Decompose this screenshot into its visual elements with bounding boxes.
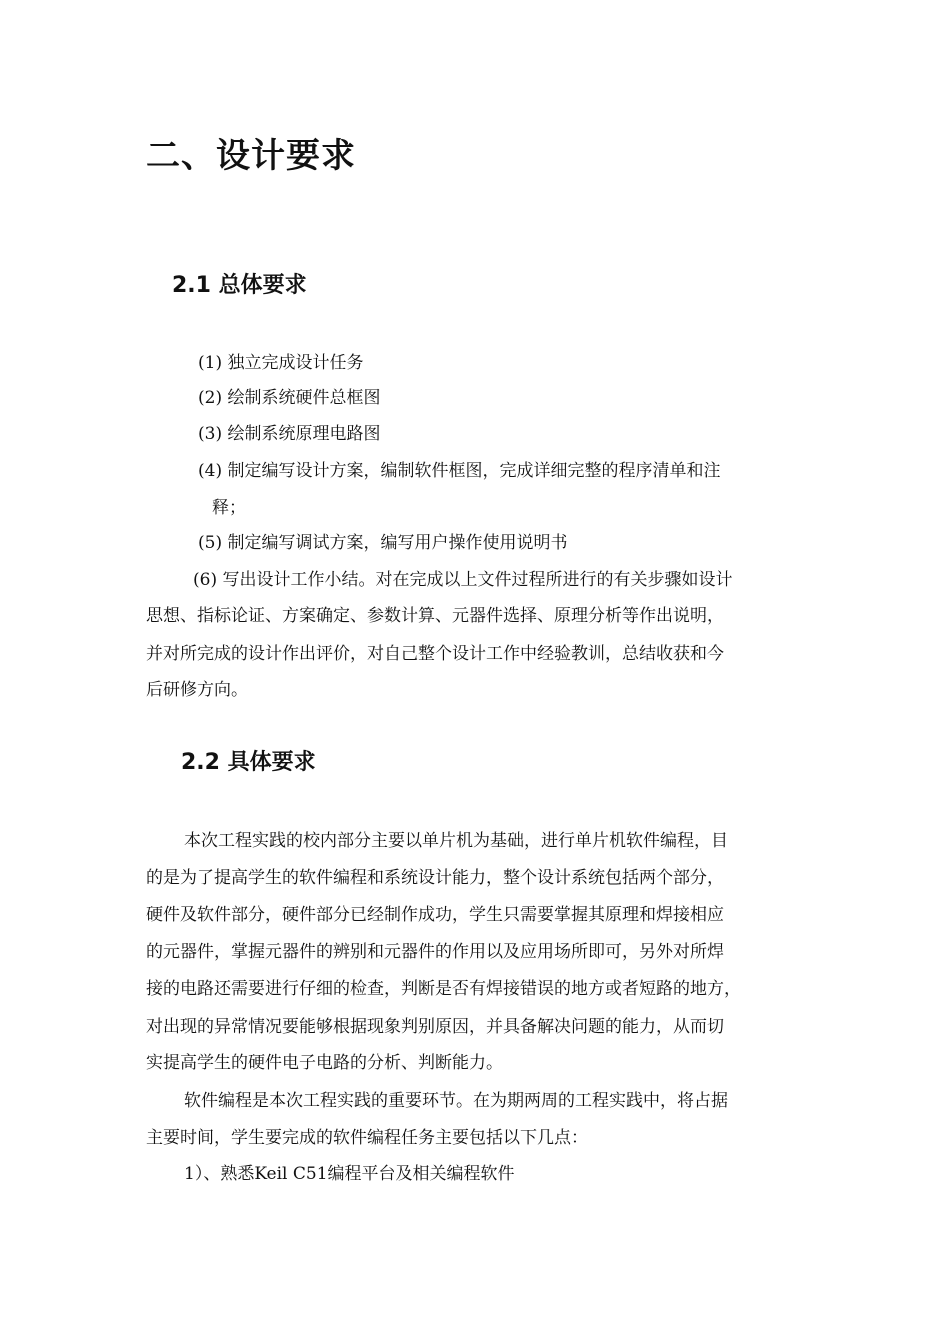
paragraph-line: 后研修方向。 xyxy=(146,680,248,700)
requirement-item: (2) 绘制系统硬件总框图 xyxy=(198,388,381,408)
paragraph-line: 本次工程实践的校内部分主要以单片机为基础，进行单片机软件编程，目 xyxy=(184,831,728,851)
paragraph-line: 主要时间，学生要完成的软件编程任务主要包括以下几点： xyxy=(146,1128,588,1148)
paragraph-line: 实提高学生的硬件电子电路的分析、判断能力。 xyxy=(146,1053,503,1073)
requirement-item: (4) 制定编写设计方案，编制软件框图，完成详细完整的程序清单和注 xyxy=(198,461,721,481)
list-item: 1）、熟悉Keil C51编程平台及相关编程软件 xyxy=(184,1164,515,1184)
requirement-item: (1) 独立完成设计任务 xyxy=(198,353,364,373)
chapter-title: 二、设计要求 xyxy=(146,136,356,176)
section-heading-specific: 2.2 具体要求 xyxy=(181,750,316,775)
paragraph-line: 对出现的异常情况要能够根据现象判别原因，并具备解决问题的能力，从而切 xyxy=(146,1017,724,1037)
paragraph-line: 的是为了提高学生的软件编程和系统设计能力，整个设计系统包括两个部分， xyxy=(146,868,724,888)
section-heading-overall: 2.1 总体要求 xyxy=(172,273,307,298)
paragraph-line: 思想、指标论证、方案确定、参数计算、元器件选择、原理分析等作出说明， xyxy=(146,606,724,626)
requirement-item-continuation: 释； xyxy=(212,498,246,518)
paragraph-line: 接的电路还需要进行仔细的检查，判断是否有焊接错误的地方或者短路的地方， xyxy=(146,979,741,999)
paragraph-line: 的元器件，掌握元器件的辨别和元器件的作用以及应用场所即可，另外对所焊 xyxy=(146,942,724,962)
requirement-item: (6) 写出设计工作小结。对在完成以上文件过程所进行的有关步骤如设计 xyxy=(193,570,733,590)
paragraph-line: 软件编程是本次工程实践的重要环节。在为期两周的工程实践中，将占据 xyxy=(184,1091,728,1111)
requirement-item: (5) 制定编写调试方案，编写用户操作使用说明书 xyxy=(198,533,568,553)
requirement-item: (3) 绘制系统原理电路图 xyxy=(198,424,381,444)
paragraph-line: 并对所完成的设计作出评价，对自己整个设计工作中经验教训，总结收获和今 xyxy=(146,644,724,664)
paragraph-line: 硬件及软件部分，硬件部分已经制作成功，学生只需要掌握其原理和焊接相应 xyxy=(146,905,724,925)
